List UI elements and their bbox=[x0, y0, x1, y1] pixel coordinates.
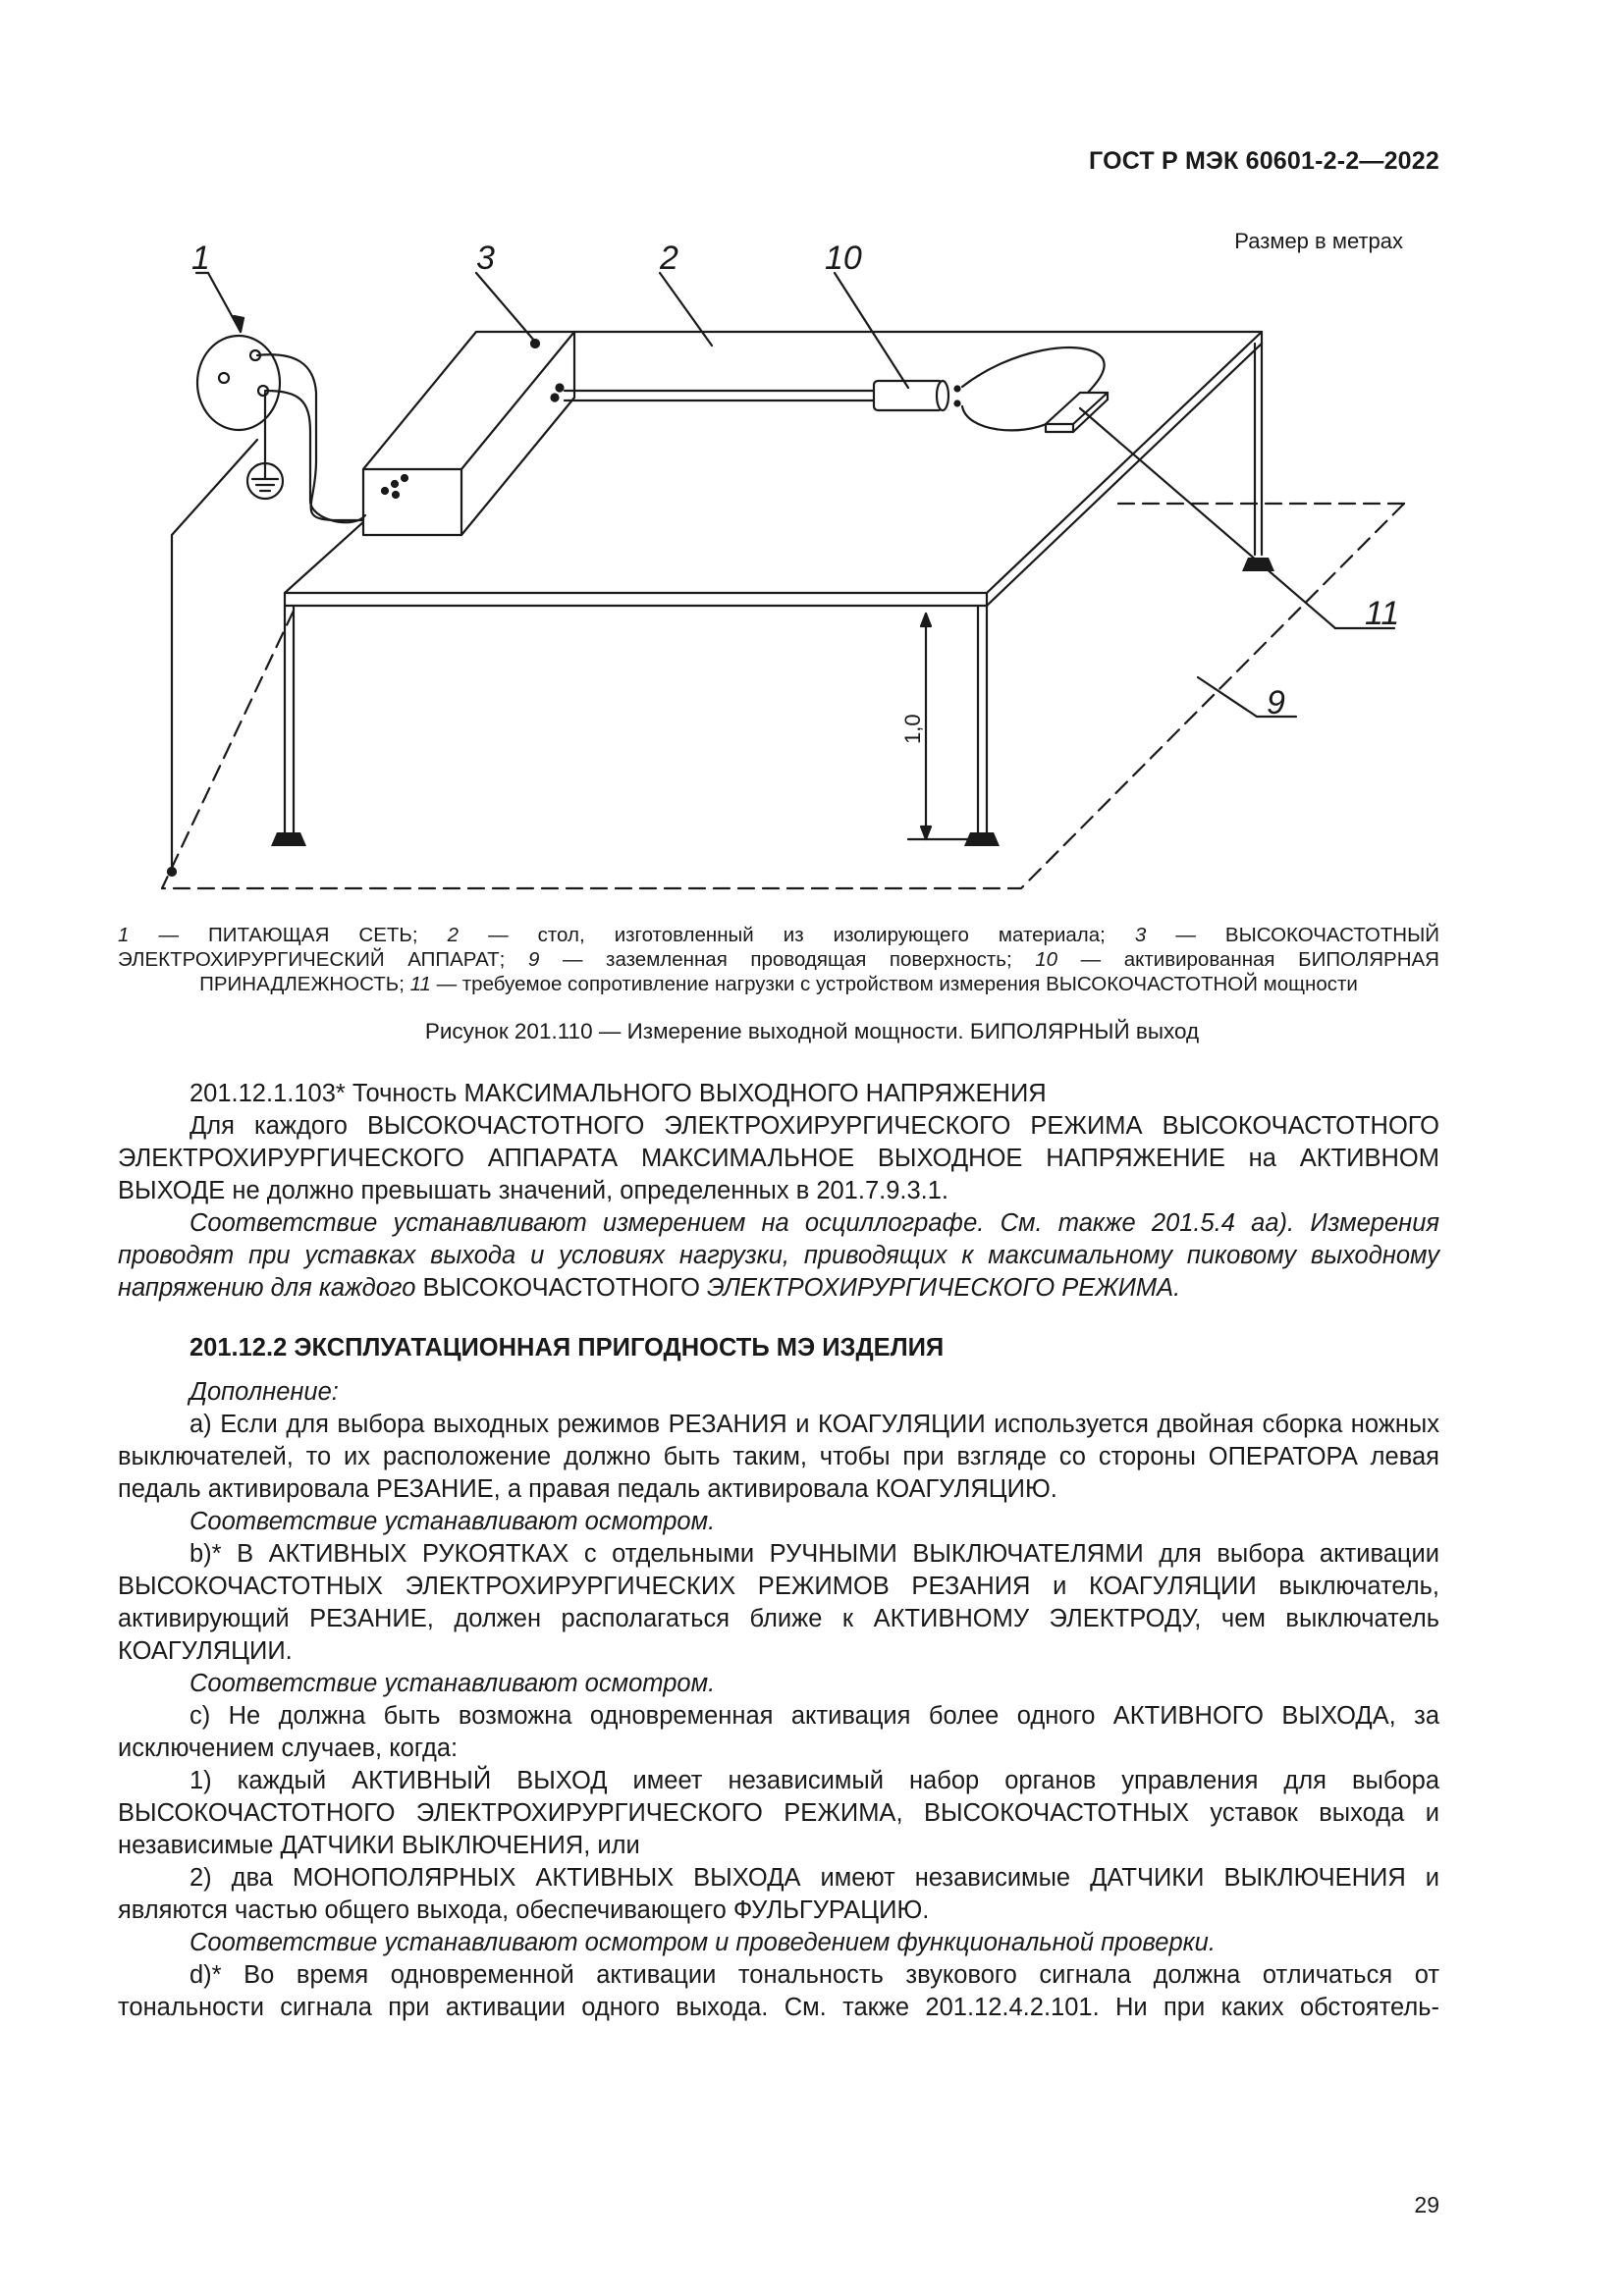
callout-10: 10 bbox=[825, 240, 862, 277]
callout-1: 1 bbox=[191, 240, 210, 277]
compliance-text: ЭЛЕКТРОХИРУРГИЧЕСКОГО РЕЖИМА. bbox=[707, 1274, 1181, 1302]
hf-apparatus bbox=[363, 332, 574, 535]
compliance-paragraph bbox=[118, 1207, 1439, 1305]
callout-3: 3 bbox=[476, 240, 495, 277]
clause-title: 201.12.1.103* Точность МАКСИМАЛЬНОГО ВЫХОДНОГО НАПРЯЖЕНИЯ bbox=[189, 1080, 1047, 1107]
table-front-edge bbox=[285, 593, 987, 606]
figure-legend bbox=[118, 923, 1439, 996]
addition-label: Дополнение: bbox=[189, 1378, 339, 1406]
floor-outline-right bbox=[162, 504, 1404, 888]
item-c1: 1) каждый АКТИВНЫЙ ВЫХОД имеет независимый набор органов управления для выбора ВЫСОКОЧАСТОТНОГО ЭЛЕКТРОХИРУРГИЧЕСКОГО РЕЖИМА, ВЫСОКОЧАСТОТНЫХ уставок выхода и независимые ДАТЧИКИ ВЫКЛЮЧЕНИЯ, или bbox=[118, 1767, 1439, 1859]
item-c: с) Не должна быть возможна одновременная активация более одного АКТИВНОГО ВЫХОДА, за исключением случаев, когда: bbox=[118, 1702, 1439, 1762]
item-a: а) Если для выбора выходных режимов РЕЗАНИЯ и КОАГУЛЯЦИИ используется двойная сборка ножных выключателей, то их расположение должно быть таким, чтобы при взгляде со стороны ОПЕРАТОРА левая педаль активировала РЕЗАНИЕ, а правая педаль активировала КОАГУЛЯЦИЮ. bbox=[118, 1411, 1439, 1503]
callout-2: 2 bbox=[660, 240, 678, 277]
mains-socket bbox=[197, 336, 280, 430]
item-b: b)* В АКТИВНЫХ РУКОЯТКАХ с отдельными РУЧНЫМИ ВЫКЛЮЧАТЕЛЯМИ для выбора активации ВЫСОКОЧАСТОТНЫХ ЭЛЕКТРОХИРУРГИЧЕСКИХ РЕЖИМОВ РЕЗАНИЯ и КОАГУЛЯЦИИ выключатель, активирующий РЕЗАНИЕ, должен располагаться ближе к АКТИВНОМУ ЭЛЕКТРОДУ, чем выключатель КОАГУЛЯЦИИ. bbox=[118, 1540, 1439, 1665]
units-note: Размер в метрах bbox=[1234, 229, 1403, 253]
page-number: 29 bbox=[1414, 2192, 1439, 2217]
item-c2: 2) два МОНОПОЛЯРНЫХ АКТИВНЫХ ВЫХОДА имеют независимые ДАТЧИКИ ВЫКЛЮЧЕНИЯ и являются частью общего выхода, обеспечивающего ФУЛЬГУРАЦИЮ. bbox=[118, 1864, 1439, 1924]
body-text bbox=[118, 1078, 1439, 2024]
dimension-label: 1,0 bbox=[900, 714, 925, 744]
compliance-term: ВЫСОКОЧАСТОТНОГО bbox=[422, 1274, 700, 1302]
leg-foot bbox=[271, 832, 306, 846]
legend-line: 1 — ПИТАЮЩАЯ СЕТЬ; 2 — стол, изготовленный из изолирующего материала; 3 — ВЫСОКОЧАСТОТНЫЙ bbox=[118, 924, 1439, 946]
callout-11: 11 bbox=[1365, 595, 1400, 632]
figure-diagram bbox=[0, 0, 1624, 903]
callout-9: 9 bbox=[1267, 684, 1285, 721]
section-heading: 201.12.2 ЭКСПЛУАТАЦИОННАЯ ПРИГОДНОСТЬ МЭ ИЗДЕЛИЯ bbox=[189, 1334, 945, 1362]
paragraph: Для каждого ВЫСОКОЧАСТОТНОГО ЭЛЕКТРОХИРУРГИЧЕСКОГО РЕЖИМА ВЫСОКОЧАСТОТНОГО ЭЛЕКТРОХИРУРГИЧЕСКОГО АППАРАТА МАКСИМАЛЬНОЕ ВЫХОДНОЕ НАПРЯЖЕНИЕ на АКТИВНОМ ВЫХОДЕ не должно превышать значений, определенных в 201.7.9.3.1. bbox=[118, 1112, 1439, 1204]
leg-foot bbox=[964, 832, 1000, 846]
legend-line: ПРИНАДЛЕЖНОСТЬ; 11 — требуемое сопротивление нагрузки с устройством измерения ВЫСОКОЧАСТОТНОЙ мощности bbox=[199, 973, 1358, 995]
compliance-text: Соответствие устанавливают осмотром. bbox=[189, 1508, 716, 1535]
leg-foot bbox=[1242, 558, 1274, 571]
document-header: ГОСТ Р МЭК 60601-2-2—2022 bbox=[1089, 147, 1439, 175]
compliance-text: Соответствие устанавливают измерением на осциллографе. См. также 201.5.4 аа). Измерения проводят при уставках выхода и условиях нагрузки, приводящих к максимальному пиковому выходному напряжению для каждого bbox=[118, 1209, 1439, 1302]
compliance-text: Соответствие устанавливают осмотром и проведением функциональной проверки. bbox=[189, 1929, 1216, 1956]
figure-caption: Рисунок 201.110 — Измерение выходной мощности. БИПОЛЯРНЫЙ выход bbox=[424, 1019, 1200, 1043]
bipolar-accessory bbox=[874, 381, 943, 410]
compliance-text: Соответствие устанавливают осмотром. bbox=[189, 1670, 716, 1697]
item-d: d)* Во время одновременной активации тональность звукового сигнала должна отличаться от тональности сигнала при активации одного выхода. См. также 201.12.4.2.101. Ни при каких обстоятель- bbox=[118, 1961, 1439, 2021]
legend-line: ЭЛЕКТРОХИРУРГИЧЕСКИЙ АППАРАТ; 9 — заземленная проводящая поверхность; 10 — активированная БИПОЛЯРНАЯ bbox=[118, 948, 1439, 971]
